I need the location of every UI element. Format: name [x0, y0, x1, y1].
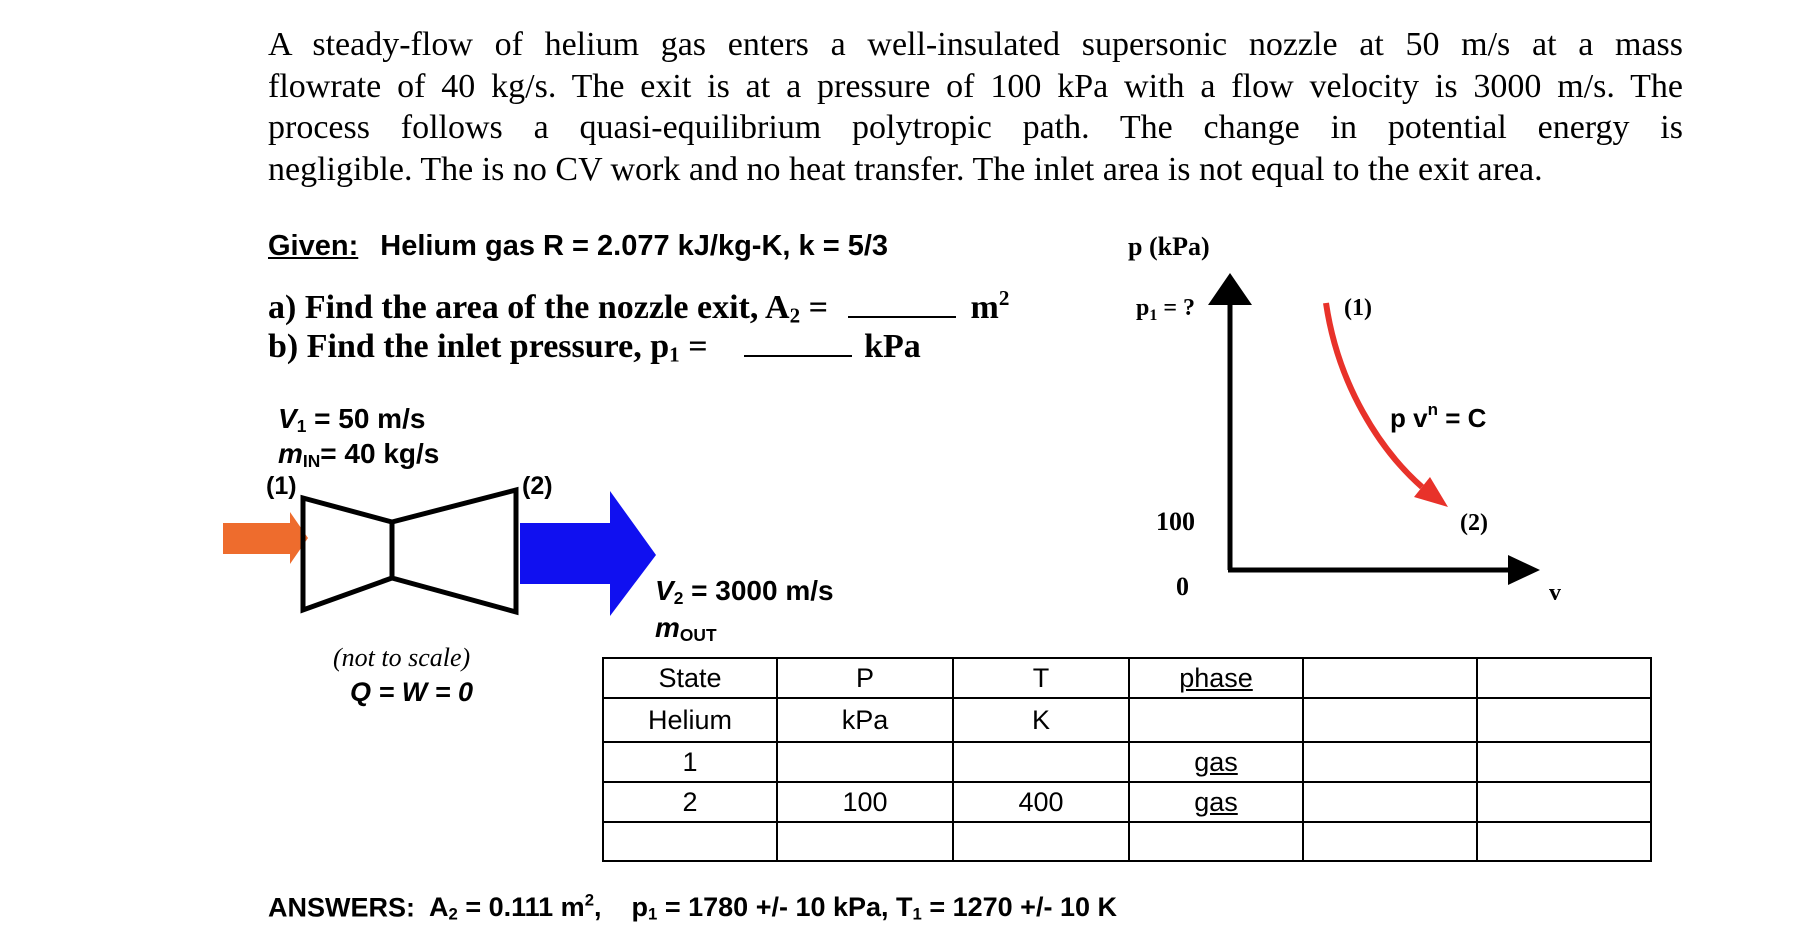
heat-work-note: Q = W = 0 [350, 677, 474, 707]
pv-diagram [1100, 225, 1570, 610]
table-cell: K [953, 698, 1129, 742]
pv-y-arrowhead [1208, 273, 1252, 305]
given-line [268, 230, 888, 263]
answer-blank-b [744, 327, 852, 357]
pv-x-axis-label: v [1549, 580, 1561, 606]
table-cell [1303, 742, 1477, 782]
v1-symbol: V [278, 403, 297, 434]
table-cell: kPa [777, 698, 953, 742]
nozzle-diverging [392, 490, 516, 612]
v1-value: = 50 m/s [306, 403, 426, 434]
table-cell [777, 822, 953, 861]
answer-p1-t1: $p_1 = 1780$ +/- 10 kPa, $T_1 = 1270$ +/- 10 K [631, 892, 1117, 925]
table-cell [953, 742, 1129, 782]
question-a-unit: m [970, 289, 999, 327]
question-a-unit-sup: 2 [998, 286, 1010, 310]
table-row [603, 782, 1651, 822]
table-cell: P [777, 658, 953, 698]
question-b-unit: kPa [864, 328, 921, 365]
problem-line-4: negligible. The is no CV work and no heat transfer. The inlet area is not equal to the exit area. [268, 150, 1543, 188]
given-text: Helium gas R = 2.077 kJ/kg-K, k = 5/3 [380, 230, 889, 262]
answer-a2: $A_2 = 0.111$ $m^2$, [429, 891, 602, 925]
table-cell [1303, 658, 1477, 698]
pv-state-2: (2) [1460, 510, 1488, 536]
table-cell: 2 [603, 782, 777, 822]
inlet-arrow [223, 512, 308, 564]
table-cell [777, 742, 953, 782]
table-cell: 1 [603, 742, 777, 782]
table-cell [1129, 698, 1303, 742]
table-cell: T [953, 658, 1129, 698]
table-cell: 100 [777, 782, 953, 822]
table-cell [1477, 698, 1651, 742]
question-a-sub: 2 [789, 303, 801, 328]
table-cell: 400 [953, 782, 1129, 822]
exit-velocity [655, 575, 834, 609]
table-cell [1303, 698, 1477, 742]
problem-line-3: process follows a quasi-equilibrium polytropic path. The change in potential energy is [268, 109, 1683, 146]
table-row [603, 742, 1651, 782]
outlet-arrow [520, 491, 656, 616]
nozzle-state-1: (1) [266, 472, 297, 500]
v2-value: = 3000 m/s [683, 575, 834, 606]
question-b-text: b) Find the inlet pressure, p [268, 328, 670, 365]
given-label: Given: [268, 230, 359, 262]
table-row [603, 658, 1651, 698]
m-out-sub: OUT [679, 624, 717, 645]
table-cell [1477, 742, 1651, 782]
table-cell [1477, 782, 1651, 822]
nozzle-diagram [210, 470, 670, 630]
question-a-text: a) Find the area of the nozzle exit, A [268, 289, 790, 327]
polytropic-equation: p $v^n = C$ [1390, 400, 1487, 433]
m-in-value: = 40 kg/s [320, 438, 440, 469]
table-cell [953, 822, 1129, 861]
table-cell: State [603, 658, 777, 698]
m-in-symbol: m [278, 438, 303, 469]
table-row [603, 822, 1651, 861]
polytropic-curve [1326, 303, 1422, 487]
answers-line [268, 891, 1117, 925]
v2-symbol: V [655, 575, 674, 606]
answers-label: ANSWERS: [268, 892, 415, 923]
problem-line-2: flowrate of 40 kg/s. The exit is at a pressure of 100 kPa with a flow velocity is 3000 m/s. The [268, 67, 1683, 105]
inlet-mass-flow [278, 438, 439, 472]
state-table [602, 657, 1652, 862]
v1-sub: 1 [296, 415, 307, 436]
table-cell: gas [1129, 742, 1303, 782]
v2-sub: 2 [673, 587, 684, 608]
table-cell [1129, 822, 1303, 861]
inlet-velocity [278, 403, 425, 437]
table-cell [1477, 658, 1651, 698]
pv-y-axis-label: p (kPa) [1128, 232, 1210, 261]
table-cell: phase [1129, 658, 1303, 698]
table-cell [603, 822, 777, 861]
table-cell [1477, 822, 1651, 861]
table-cell [1303, 782, 1477, 822]
question-b-eq: = [679, 328, 708, 365]
question-a [268, 286, 1009, 329]
question-b-sub: 1 [669, 342, 680, 367]
question-a-eq: = [800, 289, 828, 327]
table-row [603, 698, 1651, 742]
not-to-scale-note: (not to scale) [333, 643, 471, 672]
table-cell [1303, 822, 1477, 861]
table-cell: Helium [603, 698, 777, 742]
table-cell: gas [1129, 782, 1303, 822]
pv-x-arrowhead [1508, 555, 1540, 585]
question-b [268, 327, 921, 368]
m-out-symbol: m [655, 612, 680, 643]
m-in-sub: IN [302, 450, 321, 471]
answer-blank-a [848, 288, 956, 318]
problem-statement [268, 24, 1683, 190]
problem-line-1: A steady-flow of helium gas enters a well-insulated supersonic nozzle at 50 m/s at a mass [268, 26, 1683, 63]
nozzle-body [303, 498, 392, 610]
pv-tick-0: 0 [1176, 572, 1189, 601]
pv-p1-label: $p_1$ = ? [1136, 295, 1196, 324]
pv-tick-100: 100 [1156, 507, 1195, 536]
nozzle-state-2: (2) [522, 472, 553, 500]
pv-state-1: (1) [1344, 295, 1372, 321]
